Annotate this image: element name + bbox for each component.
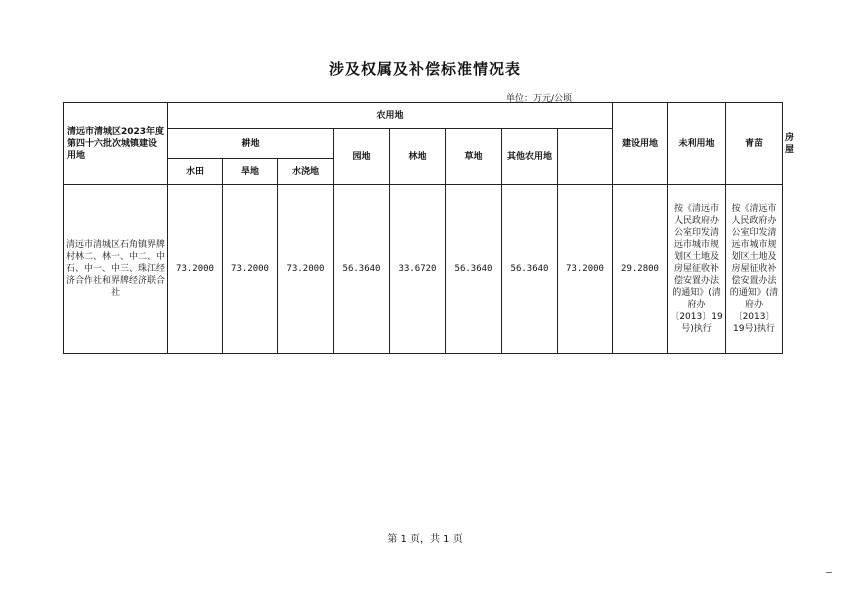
garden-value-cell: 56.3640 [334,185,390,354]
construction-land-header: 建设用地 [613,103,668,185]
irrigated-value-cell: 73.2000 [278,185,334,354]
crops-standard-cell: 按《清远市人民政府办公室印发清远市城市规划区土地及房屋征收补偿安置办法的通知》(清府办〔2013〕19号)执行 [668,185,726,354]
unused-value-cell: 29.2800 [613,185,668,354]
dry-land-header: 旱地 [223,159,278,185]
compensation-table: 清远市清城区2023年度第四十六批次城镇建设用地 农用地 建设用地 未利用地 青苗 房屋 耕地 园地 林地 草地 其他农用地 水田 旱地 水浇地 清远市清城区石角镇界牌村林二、林一、中二、中石、中一、中三、珠江经济合作社和界牌经济联合社 73.2000 73.2000 73.2000 56.3640 33.6720 56.3640 56.3640 73.2000 29.2800 按《清远市人民政府办公室印发清远市城市规划区土地及房屋征收补偿安置办法的通知》(清府办〔2013〕19号)执行 按《清远市人民政府办公室印发清远市城市规划区土地及房屋征收补偿安置办法的通知》(清府办〔2013〕19号)执行 [63,102,783,354]
dry-value-cell: 73.2000 [223,185,278,354]
cultivated-land-header: 耕地 [168,129,334,159]
unit-label: 单位：万元/公顷 [506,94,573,104]
grass-land-header: 草地 [446,129,502,185]
forest-land-header: 林地 [390,129,446,185]
grass-value-cell: 56.3640 [446,185,502,354]
document-title: 涉及权属及补偿标准情况表 [328,60,521,78]
housing-standard-cell: 按《清远市人民政府办公室印发清远市城市规划区土地及房屋征收补偿安置办法的通知》(清府办〔2013〕19号)执行 [726,185,783,354]
unused-land-header: 未利用地 [668,103,726,185]
other-agri-value-cell: 56.3640 [502,185,558,354]
paddy-value-cell: 73.2000 [168,185,223,354]
other-agri-land-header: 其他农用地 [502,129,558,185]
paddy-field-header: 水田 [168,159,223,185]
forest-value-cell: 33.6720 [390,185,446,354]
irrigated-land-header: 水浇地 [278,159,334,185]
parcel-name-cell: 清远市清城区石角镇界牌村林二、林一、中二、中石、中一、中三、珠江经济合作社和界牌经济联合社 [64,185,168,354]
parcel-header: 清远市清城区2023年度第四十六批次城镇建设用地 [64,103,168,185]
construction-value-cell: 73.2000 [558,185,613,354]
agricultural-land-header: 农用地 [168,103,613,129]
scan-mark [826,572,832,573]
page-footer: 第 1 页，共 1 页 [387,534,463,545]
garden-land-header: 园地 [334,129,390,185]
crops-header: 青苗 [726,103,783,185]
table-row [64,185,783,354]
